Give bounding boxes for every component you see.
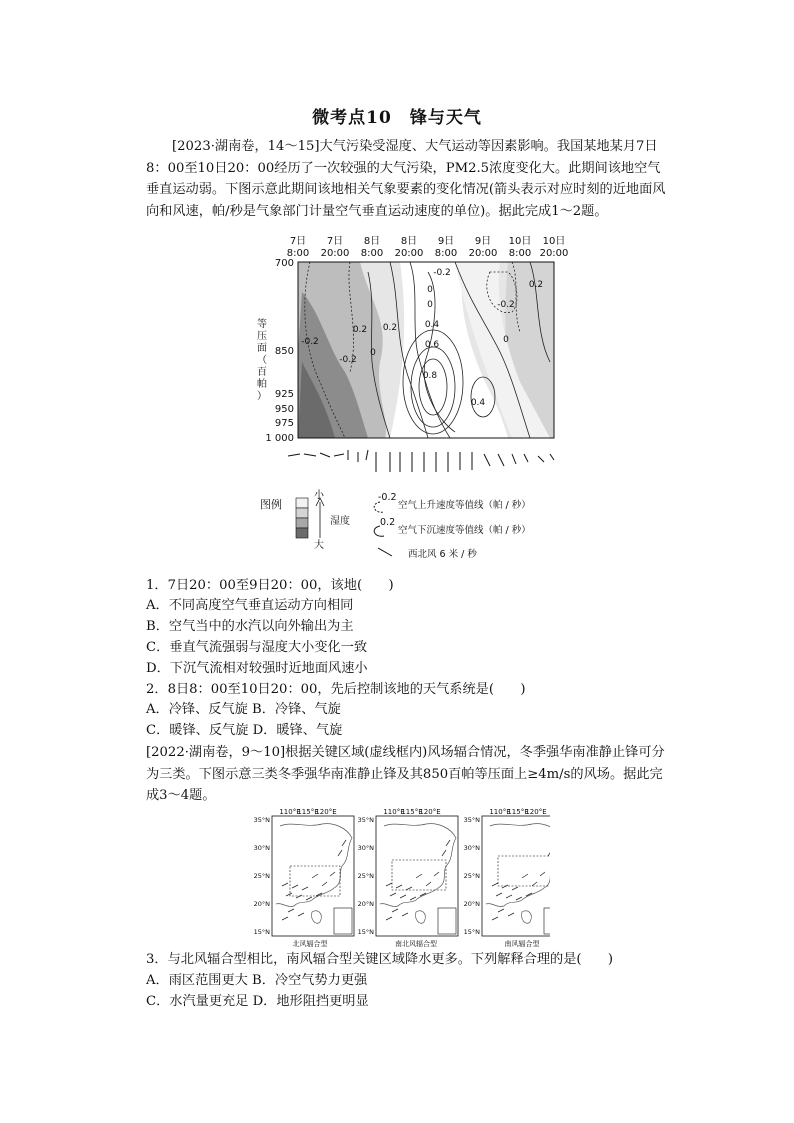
figure-2-front-wind-maps bbox=[250, 806, 550, 948]
map-north-south-wind-convergence bbox=[376, 816, 458, 936]
humidity-legend bbox=[296, 498, 324, 538]
lon-label: 110°E bbox=[383, 808, 405, 816]
q1-option[interactable]: C．垂直气流强弱与湿度大小变化一致 bbox=[146, 640, 368, 655]
intro-paragraph-1: [2023·湖南卷，14～15]大气污染受湿度、大气运动等因素影响。我国某地某月7日8：00至10日20：00经历了一次较强的大气污染，PM2.5浓度变化大。此期间该地空气垂直运动弱。下图示意此期间该地相关气象要素的变化情况(箭头表示对应时刻的近地面风向和风速，帕/秒是气象部门计量空气垂直运动速度的单位)。据此完成1～2题。 bbox=[146, 139, 666, 219]
contour-label: 0.2 bbox=[382, 323, 398, 333]
q3-option[interactable]: C．水汽量更充足 D．地形阻挡更明显 bbox=[146, 994, 369, 1009]
lat-label: 30°N bbox=[357, 844, 374, 852]
lon-label: 115°E bbox=[297, 808, 319, 816]
lat-label: 35°N bbox=[357, 816, 374, 824]
lat-label: 35°N bbox=[253, 816, 270, 824]
y-axis-label: 百 bbox=[257, 367, 267, 378]
contour-label: 0 bbox=[503, 335, 509, 345]
time-label: 10日 bbox=[508, 236, 532, 247]
lon-label: 120°E bbox=[419, 808, 441, 816]
map-north-wind-convergence bbox=[272, 816, 354, 936]
lat-label: 25°N bbox=[463, 872, 480, 880]
lat-label: 35°N bbox=[463, 816, 480, 824]
time-label: 9日 bbox=[437, 236, 455, 247]
contour-label: 0.2 bbox=[352, 325, 368, 335]
y-axis-label: （ bbox=[257, 355, 267, 366]
map-caption: 北风辐合型 bbox=[292, 940, 328, 948]
lat-label: 15°N bbox=[357, 928, 374, 936]
contour-label: -0.2 bbox=[301, 337, 319, 347]
page-title: 微考点10 锋与天气 bbox=[312, 108, 482, 128]
lon-label: 110°E bbox=[279, 808, 301, 816]
map-south-wind-convergence bbox=[482, 816, 550, 936]
q3-option[interactable]: A．雨区范围更大 B．冷空气势力更强 bbox=[146, 973, 368, 988]
pressure-tick: 975 bbox=[274, 418, 294, 429]
time-label: 20:00 bbox=[320, 248, 350, 259]
lat-label: 25°N bbox=[357, 872, 374, 880]
contour-label: -0.2 bbox=[497, 300, 515, 310]
lat-label: 15°N bbox=[253, 928, 270, 936]
q1-stem: 1．7日20：00至9日20：00，该地( ) bbox=[146, 578, 394, 593]
lon-label: 110°E bbox=[489, 808, 511, 816]
legend-humidity: 湿度 bbox=[330, 516, 350, 527]
pressure-tick: 1 000 bbox=[265, 433, 294, 444]
legend-title: 图例 bbox=[260, 498, 282, 511]
y-axis-label: 压 bbox=[257, 331, 267, 342]
legend-down-value: 0.2 bbox=[380, 517, 396, 528]
lat-label: 15°N bbox=[463, 928, 480, 936]
time-label: 10日 bbox=[542, 236, 566, 247]
lat-label: 30°N bbox=[253, 844, 270, 852]
contour-label: 0.8 bbox=[422, 371, 438, 381]
time-label: 20:00 bbox=[539, 248, 569, 259]
intro-paragraph-2: [2022·湖南卷，9～10]根据关键区域(虚线框内)风场辐合情况，冬季强华南准静止锋可分为三类。下图示意三类冬季强华南准静止锋及其850百帕等压面上≥4m/s的风场。据此完成3～4题。 bbox=[146, 745, 665, 804]
y-axis-label: 面 bbox=[257, 343, 267, 354]
contour-label: -0.2 bbox=[433, 268, 451, 278]
legend-up-value: -0.2 bbox=[378, 492, 397, 503]
pressure-tick: 850 bbox=[274, 346, 294, 357]
y-axis-label: 等 bbox=[257, 319, 267, 330]
pressure-tick: 700 bbox=[274, 258, 294, 269]
time-label: 8:00 bbox=[286, 248, 310, 259]
q2-stem: 2．8日8：00至10日20：00，先后控制该地的天气系统是( ) bbox=[146, 682, 526, 697]
legend-wind-text: 西北风 6 米 / 秒 bbox=[408, 549, 477, 560]
contour-label: 0.4 bbox=[470, 398, 486, 408]
contour-label: -0.2 bbox=[339, 355, 357, 365]
lat-label: 20°N bbox=[253, 900, 270, 908]
q1-option[interactable]: B．空气当中的水汽以向外输出为主 bbox=[146, 619, 354, 634]
contour-label: 0.4 bbox=[424, 320, 440, 330]
q2-option[interactable]: C．暖锋、反气旋 D．暖锋、气旋 bbox=[146, 723, 343, 738]
map-caption: 南风辐合型 bbox=[504, 940, 540, 948]
q3-stem: 3．与北风辐合型相比，南风辐合型关键区域降水更多。下列解释合理的是( ) bbox=[146, 952, 614, 967]
lon-label: 120°E bbox=[315, 808, 337, 816]
wind-arrows bbox=[288, 450, 554, 472]
q1-option[interactable]: A．不同高度空气垂直运动方向相同 bbox=[146, 598, 354, 613]
time-label: 8:00 bbox=[360, 248, 384, 259]
lat-label: 20°N bbox=[357, 900, 374, 908]
lat-label: 25°N bbox=[253, 872, 270, 880]
legend-up-text: 空气上升速度等值线（帕 / 秒） bbox=[398, 500, 531, 511]
legend-large: 大 bbox=[314, 540, 324, 551]
y-axis-label: 帕 bbox=[257, 379, 267, 390]
time-label: 8日 bbox=[363, 236, 381, 247]
lon-label: 115°E bbox=[401, 808, 423, 816]
q1-option[interactable]: D．下沉气流相对较强时近地面风速小 bbox=[146, 661, 368, 676]
pressure-tick: 950 bbox=[274, 404, 294, 415]
legend-down-text: 空气下沉速度等值线（帕 / 秒） bbox=[398, 525, 531, 536]
contour-label: 0 bbox=[427, 285, 433, 295]
y-axis-label: ） bbox=[257, 391, 267, 402]
lat-label: 30°N bbox=[463, 844, 480, 852]
pressure-tick: 925 bbox=[274, 389, 294, 400]
time-label: 8:00 bbox=[508, 248, 532, 259]
contour-label: 0 bbox=[370, 348, 376, 358]
contour-label: 0 bbox=[427, 300, 433, 310]
time-label: 20:00 bbox=[468, 248, 498, 259]
time-label: 9日 bbox=[474, 236, 492, 247]
time-label: 7日 bbox=[289, 236, 307, 247]
map-caption: 南北风辐合型 bbox=[395, 940, 437, 948]
time-label: 8日 bbox=[400, 236, 418, 247]
time-label: 20:00 bbox=[394, 248, 424, 259]
contour-label: 0.6 bbox=[424, 340, 440, 350]
time-label: 8:00 bbox=[434, 248, 458, 259]
legend-small: 小 bbox=[314, 490, 324, 501]
figure-1-meteorological-diagram bbox=[250, 232, 580, 562]
lat-label: 20°N bbox=[463, 900, 480, 908]
q2-option[interactable]: A．冷锋、反气旋 B．冷锋、气旋 bbox=[146, 702, 341, 717]
lon-label: 115°E bbox=[507, 808, 529, 816]
contour-label: 0.2 bbox=[528, 280, 544, 290]
lon-label: 120°E bbox=[525, 808, 547, 816]
time-label: 7日 bbox=[326, 236, 344, 247]
